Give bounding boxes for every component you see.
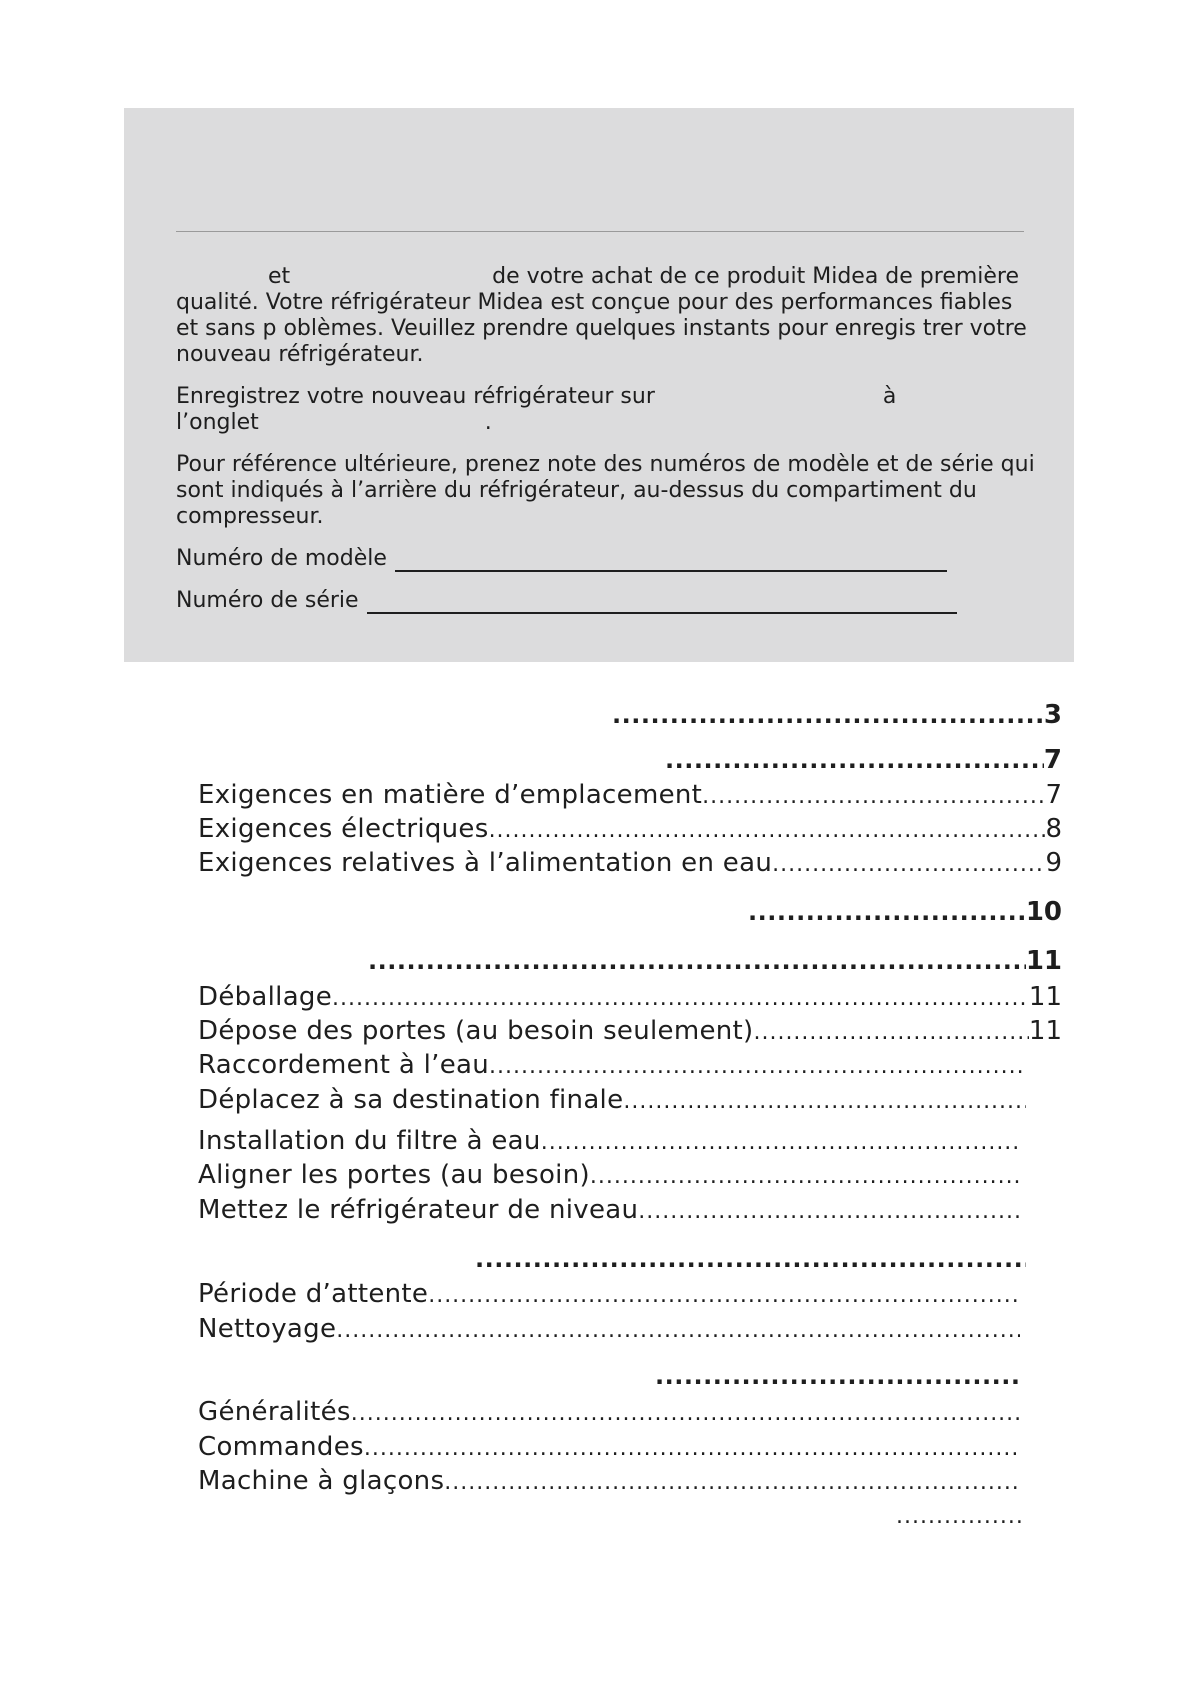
intro-text: et	[268, 264, 291, 289]
toc-item	[198, 1279, 1020, 1309]
toc-section-row	[475, 1245, 1026, 1273]
toc-page-number: 8	[1045, 814, 1062, 844]
toc-item-label: Commandes	[198, 1432, 364, 1462]
toc-item-label: Machine à glaçons	[198, 1466, 445, 1496]
model-number-label: Numéro de modèle	[176, 546, 387, 571]
toc-item	[198, 1195, 1020, 1225]
toc-item	[198, 1126, 1020, 1156]
toc-item-label: Raccordement à l’eau	[198, 1050, 490, 1080]
divider	[176, 231, 1024, 232]
toc-page-number: 11	[1028, 982, 1062, 1012]
toc-page-number: 11	[1025, 946, 1062, 976]
toc-item	[198, 848, 1062, 878]
toc-item	[198, 1160, 1020, 1190]
intro-text: de votre achat de ce produit Midea de première qualité. Votre réfrigérateur Midea est conçue pour des performances fiables et sans p oblèmes. Veuillez prendre quelques instants pour enregis trer votre nouveau réfrigérateur.	[176, 264, 1027, 367]
toc-item	[198, 1432, 1020, 1462]
toc-item-label: Installation du filtre à eau	[198, 1126, 541, 1156]
toc-section-row	[368, 946, 1062, 976]
toc-item	[198, 780, 1062, 810]
toc-page-number: 11	[1028, 1016, 1062, 1046]
toc-item-label: Dépose des portes (au besoin seulement)	[198, 1016, 754, 1046]
toc-section-row	[612, 700, 1062, 730]
intro-paragraph-register	[176, 384, 1036, 436]
intro-paragraph-reference: Pour référence ultérieure, prenez note des numéros de modèle et de série qui sont indiqués à l’arrière du réfrigérateur, au-dessus du compartiment du compresseur.	[176, 452, 1035, 529]
toc-item-label: Aligner les portes (au besoin)	[198, 1160, 590, 1190]
toc-item	[198, 982, 1062, 1012]
intro-text: l’onglet	[176, 410, 259, 435]
toc-item-label: Exigences relatives à l’alimentation en eau	[198, 848, 773, 878]
toc-item-label: Déplacez à sa destination finale	[198, 1085, 624, 1115]
toc-page-number: 10	[1025, 897, 1062, 927]
toc-page-number: 9	[1045, 848, 1062, 878]
toc-section-row	[748, 897, 1062, 927]
toc-item-label: Exigences électriques	[198, 814, 489, 844]
toc-item	[198, 1397, 1020, 1427]
toc-page-number: 3	[1043, 700, 1062, 730]
toc-item	[198, 1314, 1020, 1344]
intro-text: Enregistrez votre nouveau réfrigérateur sur	[176, 384, 655, 409]
toc-item-label: Déballage	[198, 982, 333, 1012]
toc-item-label: Mettez le réfrigérateur de niveau	[198, 1195, 639, 1225]
serial-number-blank	[367, 592, 957, 614]
toc-item	[198, 1085, 1026, 1115]
intro-text: à	[882, 384, 897, 409]
serial-number-label: Numéro de série	[176, 588, 359, 613]
toc-item	[198, 1016, 1062, 1046]
intro-text: .	[484, 410, 492, 435]
model-number-blank	[395, 550, 947, 572]
toc-page-number: 7	[1043, 745, 1062, 775]
toc-item-label: Exigences en matière d’emplacement	[198, 780, 703, 810]
toc-trailing-leader	[896, 1504, 1026, 1529]
toc-section-row	[655, 1362, 1020, 1390]
serial-number-field	[176, 588, 957, 614]
toc-item	[198, 1466, 1020, 1496]
toc-item	[198, 1050, 1026, 1080]
toc-item	[198, 814, 1062, 844]
intro-panel	[124, 108, 1074, 662]
intro-paragraph-thanks	[176, 264, 1036, 368]
toc-item-label: Nettoyage	[198, 1314, 337, 1344]
toc-section-row	[665, 745, 1062, 775]
toc-item-label: Généralités	[198, 1397, 351, 1427]
model-number-field	[176, 546, 947, 572]
toc-item-label: Période d’attente	[198, 1279, 429, 1309]
toc-page-number: 7	[1045, 780, 1062, 810]
